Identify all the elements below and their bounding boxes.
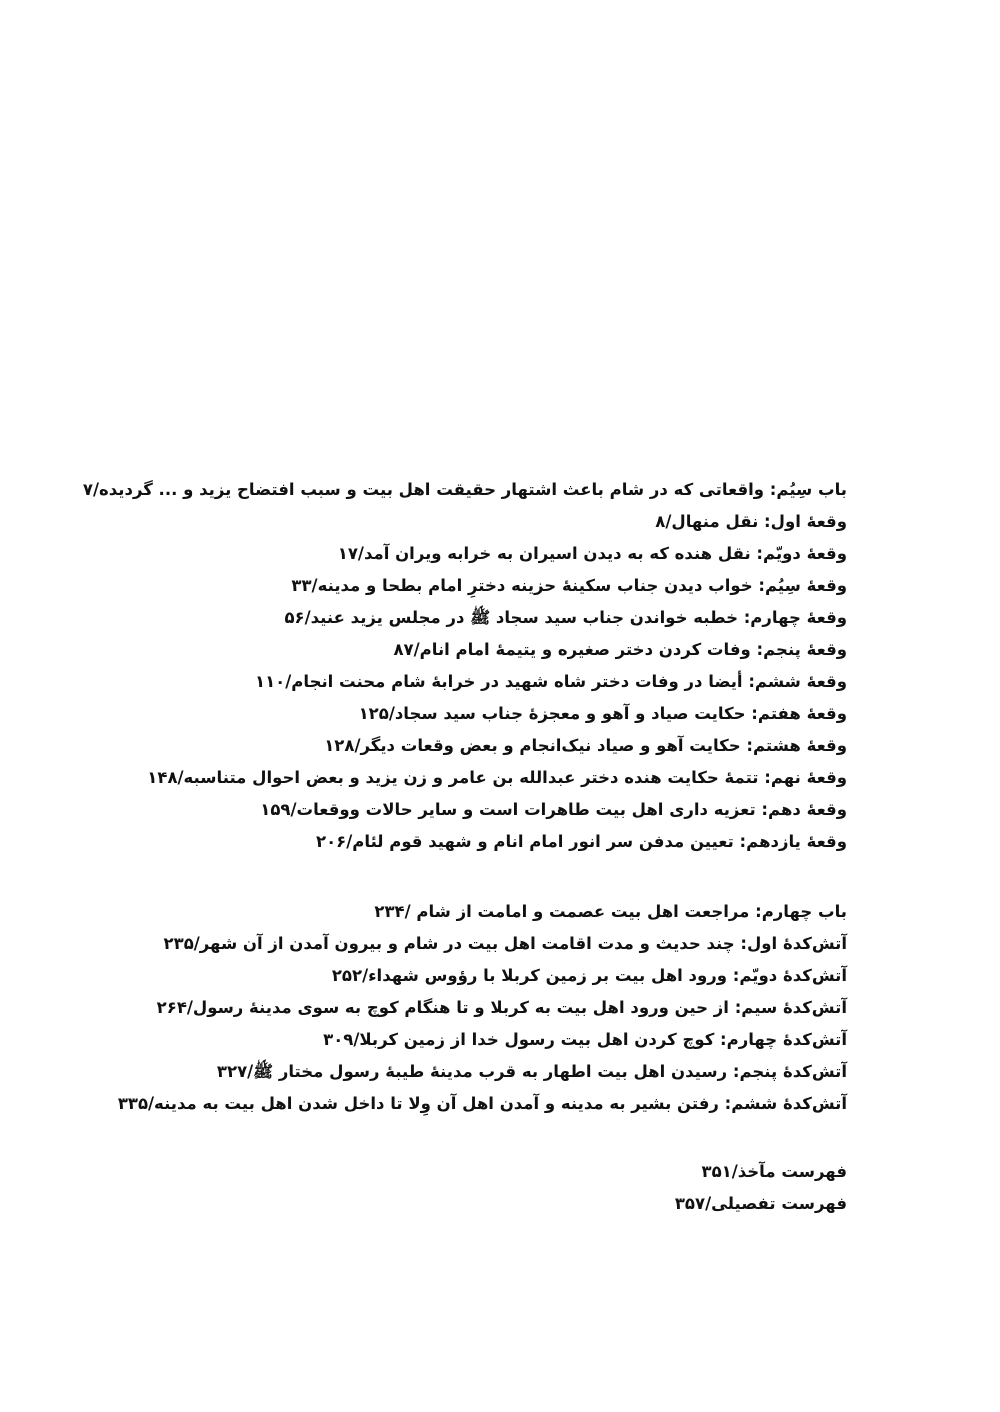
- toc-entry: فهرست مآخذ/۳۵۱: [701, 1162, 847, 1181]
- toc-entry: وقعهٔ اول: نقل منهال/۸: [655, 512, 847, 531]
- toc-entry: وقعهٔ پنجم: وفات کردن دختر صغیره و یتیمهٔ امام انام/۸۷: [393, 640, 847, 659]
- toc-entry: وقعهٔ هشتم: حکایت آهو و صیاد نیک‌انجام و بعض وقعات دیگر/۱۲۸: [324, 736, 847, 755]
- section-spacer: [147, 858, 847, 896]
- toc-entry: آتش‌کدهٔ چهارم: کوچ کردن اهل بیت رسول خدا از زمین کربلا/۳۰۹: [323, 1030, 847, 1049]
- toc-entry: آتش‌کدهٔ اول: چند حدیث و مدت اقامت اهل بیت در شام و بیرون آمدن از آن شهر/۲۳۵: [163, 934, 847, 953]
- toc-entry: وقعهٔ نهم: تتمهٔ حکایت هنده دختر عبدالله بن عامر و زن یزید و بعض احوال متناسبه/۱۴۸: [147, 768, 847, 787]
- toc-entry: وقعهٔ دهم: تعزیه داری اهل بیت طاهرات است و سایر حالات ووقعات/۱۵۹: [260, 800, 847, 819]
- toc-entry: وقعهٔ دویّم: نقل هنده که به دیدن اسیران به خرابه ویران آمد/۱۷: [337, 544, 847, 563]
- toc-section-chapter-3: [82, 474, 847, 858]
- toc-chapter-heading: باب سِیُم: واقعاتی که در شام باعث اشتهار حقیقت اهل بیت و سبب افتضاح یزید و ... گردیده/۷: [82, 480, 847, 499]
- table-of-contents: [82, 474, 847, 1220]
- toc-entry: آتش‌کدهٔ دویّم: ورود اهل بیت بر زمین کربلا با رؤوس شهداء/۲۵۲: [331, 966, 847, 985]
- toc-entry: آتش‌کدهٔ پنجم: رسیدن اهل بیت اطهار به قرب مدینهٔ طیبهٔ رسول مختار ﷺ/۳۲۷: [216, 1062, 847, 1081]
- toc-entry: وقعهٔ هفتم: حکایت صیاد و آهو و معجزهٔ جناب سید سجاد/۱۲۵: [358, 704, 847, 723]
- toc-entry: وقعهٔ یازدهم: تعیین مدفن سر انور امام انام و شهید قوم لئام/۲۰۶: [316, 832, 847, 851]
- toc-entry: وقعهٔ ششم: أیضا در وفات دختر شاه شهید در خرابهٔ شام محنت انجام/۱۱۰: [255, 672, 847, 691]
- toc-entry: وقعهٔ چهارم: خطبه خواندن جناب سید سجاد ﷺ در مجلس یزید عنید/۵۶: [284, 608, 847, 627]
- toc-entry: آتش‌کدهٔ ششم: رفتن بشیر به مدینه و آمدن اهل آن وِلا تا داخل شدن اهل بیت به مدینه/۳۳۵: [117, 1094, 847, 1113]
- section-spacer: [147, 1120, 847, 1156]
- toc-chapter-heading: باب چهارم: مراجعت اهل بیت عصمت و امامت از شام /۲۳۴: [374, 902, 847, 921]
- toc-section-chapter-4: [117, 896, 847, 1120]
- toc-entry: فهرست تفصیلی/۳۵۷: [674, 1194, 847, 1213]
- toc-entry: آتش‌کدهٔ سیم: از حین ورود اهل بیت به کربلا و تا هنگام کوچ به سوی مدینهٔ رسول/۲۶۴: [156, 998, 847, 1017]
- toc-section-indexes: [147, 1156, 847, 1220]
- toc-entry: وقعهٔ سِیُم: خواب دیدن جناب سکینهٔ حزینه دخترِ امام بطحا و مدینه/۳۳: [291, 576, 847, 595]
